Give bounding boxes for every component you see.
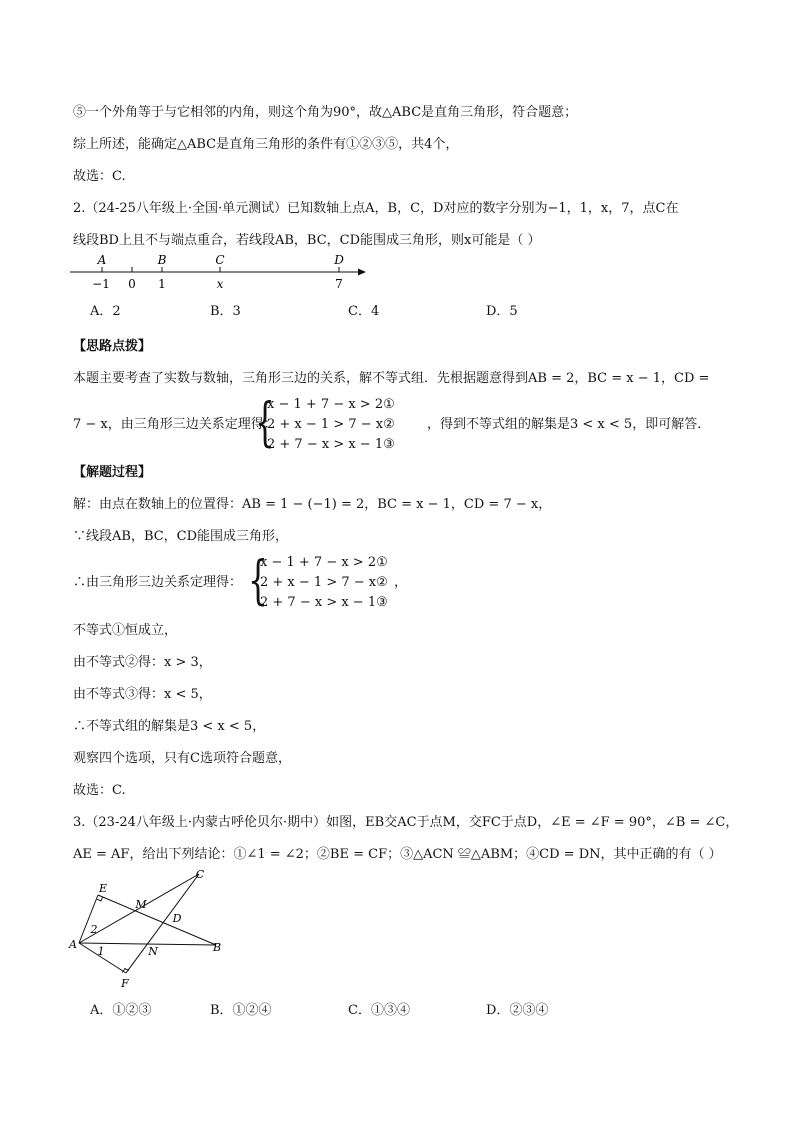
solution-line-7: ∴不等式组的解集是3 < x < 5， [73,719,266,734]
label-f: F [121,977,129,990]
label-c: C [195,868,205,881]
system-2-row-2: 2 + x − 1 > 7 − x② [260,575,388,590]
solution-line-4: 不等式①恒成立， [73,623,178,638]
label-e: E [98,882,108,895]
solution-line-3-suffix: ， [394,575,408,590]
axis-arrow-icon [358,269,366,276]
q3-option-a[interactable]: A．①②③ [90,1003,152,1018]
tick-label-minus1: −1 [92,277,110,291]
tick-label-1: 1 [158,277,166,291]
q3-stem-line-1: 3.（23-24八年级上·内蒙古呼伦贝尔·期中）如图，EB交AC于点M，交FC于点D，∠E = ∠F = 90°，∠B = ∠C， [73,815,739,830]
system-1-row-3: 2 + 7 − x > x − 1③ [267,437,395,452]
q2-option-d[interactable]: D．5 [486,304,518,319]
label-2: 2 [90,923,98,936]
tick-label-7: 7 [335,277,343,291]
left-brace: { [248,551,268,611]
solution-header: 【解题过程】 [73,465,152,480]
system-1-row-1: x − 1 + 7 − x > 2① [267,397,395,412]
prev-line-3: 故选：C. [73,169,126,184]
prev-line-2: 综上所述，能确定△ABC是直角三角形的条件有①②③⑤，共4个， [73,137,459,152]
tick-label-0: 0 [128,277,136,291]
solution-line-2: ∵线段AB，BC，CD能围成三角形， [73,529,289,544]
solution-line-5: 由不等式②得：x > 3， [73,655,212,670]
q3-option-d[interactable]: D．②③④ [486,1003,549,1018]
tip-line-2-prefix: 7 − x，由三角形三边关系定理得： [73,417,277,432]
solution-line-6: 由不等式③得：x < 5， [73,687,212,702]
right-angle-mark-e [97,897,103,901]
system-2-row-1: x − 1 + 7 − x > 2① [260,555,388,570]
right-angle-mark-f [122,969,129,973]
inequality-system-1 [255,393,435,454]
left-brace: { [255,393,275,453]
solution-line-9: 故选：C. [73,783,126,798]
label-n: N [148,945,158,958]
label-b: B [212,941,222,954]
solution-line-8: 观察四个选项，只有C选项符合题意， [73,751,291,766]
tip-header: 【思路点拨】 [73,339,152,354]
geometry-figure [66,866,236,991]
segment-eb [98,895,216,945]
label-m: M [135,898,147,911]
segment-fc [126,874,199,973]
point-label-d: D [334,253,344,267]
tip-line-2-suffix: ，得到不等式组的解集是3 < x < 5，即可解答． [427,417,711,432]
point-label-b: B [157,253,167,267]
system-2-row-3: 2 + 7 − x > x − 1③ [260,595,388,610]
q3-option-b[interactable]: B．①②④ [210,1003,272,1018]
label-a: A [69,938,77,951]
point-label-a: A [97,253,107,267]
solution-line-3-prefix: ∴由三角形三边关系定理得： [73,575,243,590]
q3-option-c[interactable]: C．①③④ [348,1003,410,1018]
solution-line-1: 解：由点在数轴上的位置得：AB = 1 − (−1) = 2，BC = x − 1，CD = 7 − x， [73,497,552,512]
q2-stem-line-1: 2.（24-25八年级上·全国·单元测试）已知数轴上点A，B，C，D对应的数字分别为−1，1，x，7，点C在 [73,201,679,216]
q2-option-b[interactable]: B．3 [210,304,241,319]
label-1: 1 [97,945,105,958]
q2-option-c[interactable]: C．4 [348,304,380,319]
q3-stem-line-2: AE = AF，给出下列结论：①∠1 = ∠2；②BE = CF；③△ACN ≌△ABM；④CD = DN，其中正确的有（ ） [73,847,722,862]
point-label-c: C [215,253,225,267]
number-line-figure [70,250,370,292]
prev-line-1: ⑤一个外角等于与它相邻的内角，则这个角为90°，故△ABC是直角三角形，符合题意； [73,105,578,120]
tip-line-1: 本题主要考查了实数与数轴，三角形三边的关系，解不等式组．先根据题意得到AB = 2，BC = x − 1，CD = [73,371,710,386]
tick-label-x: x [216,277,224,291]
label-d: D [172,912,182,925]
system-1-row-2: 2 + x − 1 > 7 − x② [267,417,395,432]
q2-stem-line-2: 线段BD上且不与端点重合，若线段AB，BC，CD能围成三角形，则x可能是（ ） [73,233,541,248]
q2-option-a[interactable]: A．2 [90,304,121,319]
